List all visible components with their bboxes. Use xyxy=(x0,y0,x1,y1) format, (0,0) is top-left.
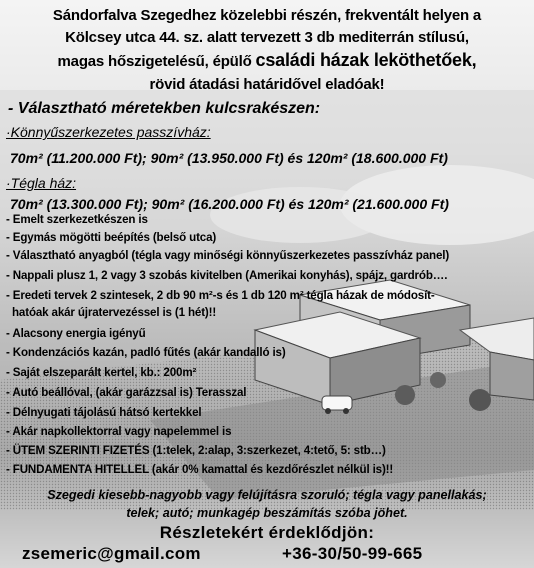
headline-line-3-a: magas hőszigetelésű, épülő xyxy=(57,53,256,70)
bullet-item-continued: hatóak akár újratervezéssel is (1 hét)!! xyxy=(12,306,217,319)
contact-heading: Részletekért érdeklődjön: xyxy=(159,523,375,542)
headline-line-3-b: családi házak leköthetőek, xyxy=(255,50,477,70)
price-line-brick: 70m² (13.300.000 Ft); 90m² (16.200.000 Ft) és 120m² (21.600.000 Ft) xyxy=(10,196,449,212)
type-label-passive: ·Könnyűszerkezetes passzívház: xyxy=(6,124,211,140)
trade-in-line-1: Szegedi kiesebb-nagyobb vagy felújításra szoruló; tégla vagy panellakás; xyxy=(47,488,487,502)
bullet-item: - ÜTEM SZERINTI FIZETÉS (1:telek, 2:alap, 3:szerkezet, 4:tető, 5: stb…) xyxy=(6,444,386,457)
bullet-item: - Választható anyagból (tégla vagy minőségi könnyűszerkezetes passzívház panel) xyxy=(6,249,450,262)
bullet-item: - FUNDAMENTA HITELLEL (akár 0% kamattal és kezdőrészlet nélkül is)!! xyxy=(6,463,394,476)
trade-in-line-2: telek; autó; munkagép beszámítás szóba jöhet. xyxy=(126,506,408,520)
headline-line-1: Sándorfalva Szegedhez közelebbi részén, frekventált helyen a xyxy=(52,7,482,24)
subhead: - Választható méretekben kulcsrakészen: xyxy=(8,100,321,117)
bullet-item: - Délnyugati tájolású hátsó kertekkel xyxy=(6,406,202,419)
bullet-item: - Emelt szerkezetkészen is xyxy=(6,213,148,226)
bullet-item: - Saját elszeparált kertel, kb.: 200m² xyxy=(6,366,197,379)
contact-email[interactable]: zsemeric@gmail.com xyxy=(22,544,201,563)
bullet-item: - Egymás mögötti beépítés (belső utca) xyxy=(6,231,217,244)
headline-line-2: Kölcsey utca 44. sz. alatt tervezett 3 db mediterrán stílusú, xyxy=(65,29,469,46)
headline-line-4: rövid átadási határidővel eladóak! xyxy=(149,76,385,93)
type-label-brick: ·Tégla ház: xyxy=(6,175,77,191)
bullet-item: - Eredeti tervek 2 szintesek, 2 db 90 m²-s és 1 db 120 m² tégla házak de módosít- xyxy=(6,289,435,302)
contact-phone[interactable]: +36-30/50-99-665 xyxy=(282,544,423,563)
bullet-item: - Akár napkollektorral vagy napelemmel is xyxy=(6,425,232,438)
bullet-item: - Autó beállóval, (akár garázzsal is) Terasszal xyxy=(6,386,247,399)
bullet-item: - Nappali plusz 1, 2 vagy 3 szobás kivitelben (Amerikai konyhás), spájz, gardrób…. xyxy=(6,269,448,282)
bullet-item: - Kondenzációs kazán, padló fűtés (akár kandalló is) xyxy=(6,346,286,359)
price-line-passive: 70m² (11.200.000 Ft); 90m² (13.950.000 Ft) és 120m² (18.600.000 Ft) xyxy=(10,150,448,166)
headline-line-3 xyxy=(0,51,534,71)
bullet-item: - Alacsony energia igényű xyxy=(6,327,146,340)
